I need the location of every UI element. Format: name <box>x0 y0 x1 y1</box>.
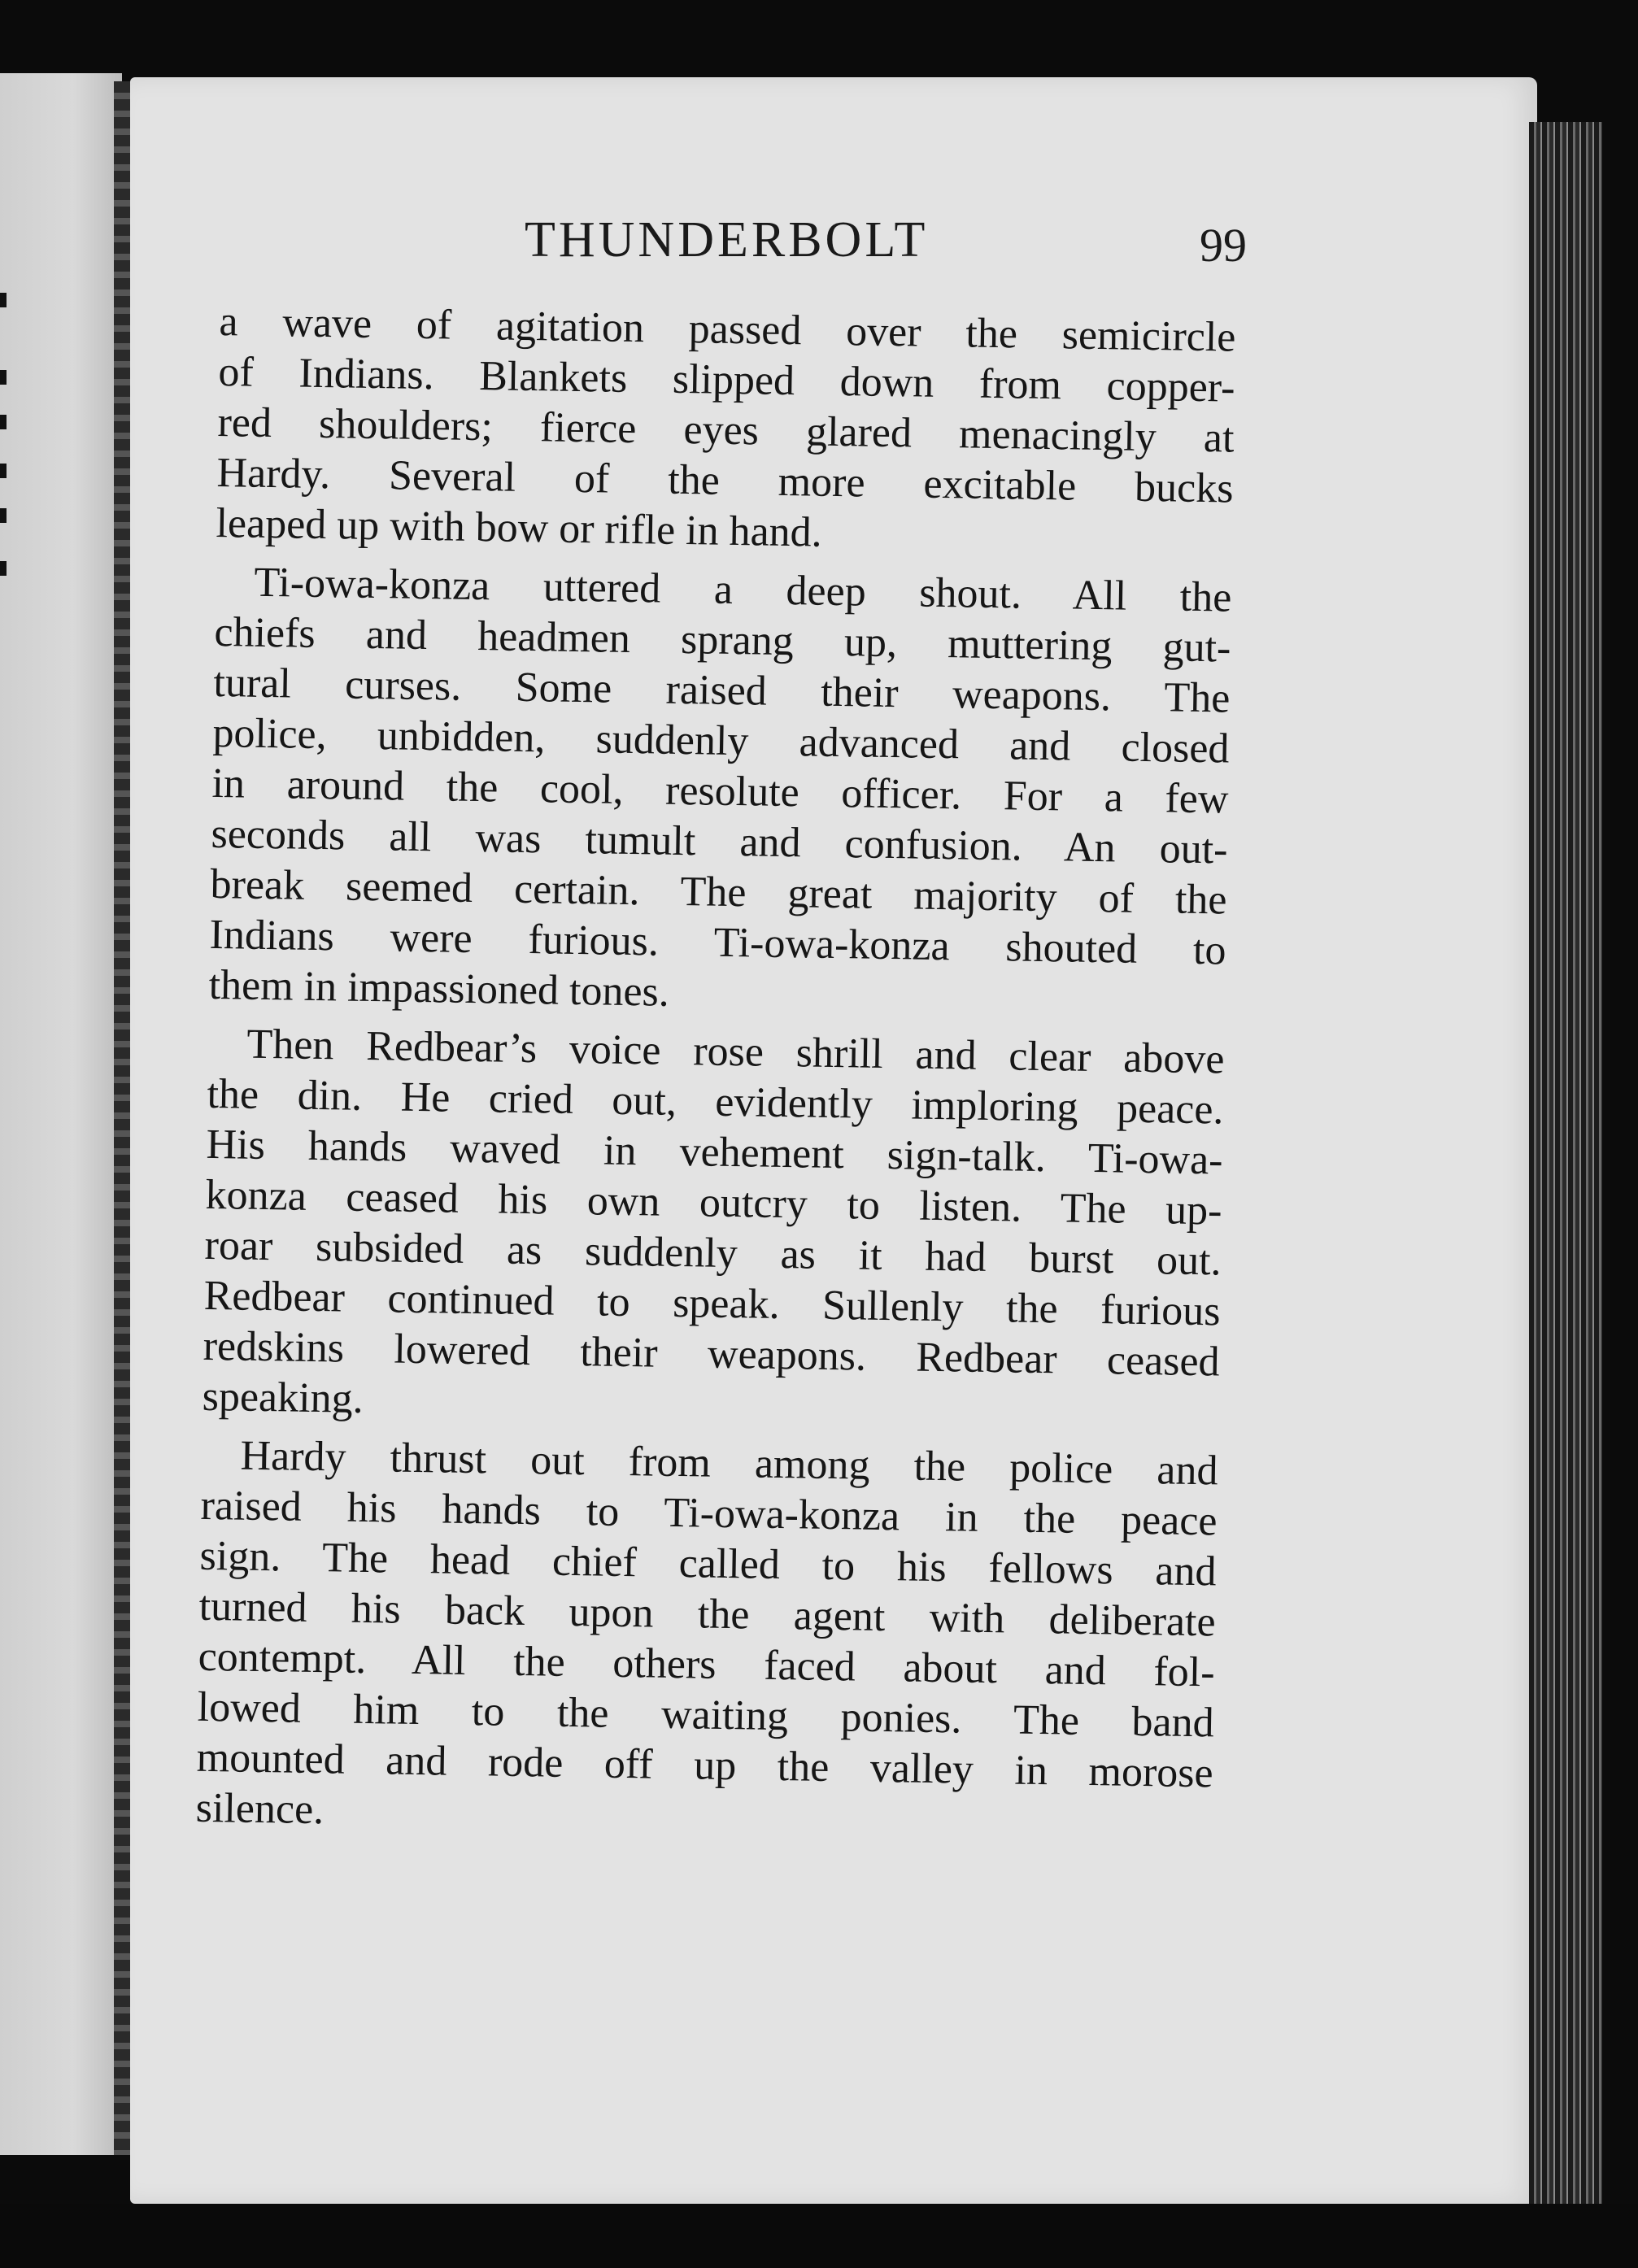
text-line: police, unbidden, suddenly advanced and closed <box>212 709 1230 773</box>
text-line: Then Redbear’s voice rose shrill and clear above <box>246 1021 1225 1083</box>
text-line: in around the cool, resolute officer. For a few <box>211 760 1229 823</box>
facing-page-edge <box>0 73 122 2155</box>
paragraph-4 <box>195 1430 1218 1850</box>
text-line: contempt. All the others faced about and fol- <box>198 1633 1216 1696</box>
text-line: sign. The head chief called to his fellows and <box>199 1532 1217 1595</box>
paragraph-3 <box>202 1019 1225 1439</box>
page-number: 99 <box>1200 219 1247 272</box>
text-line: mounted and rode off up the valley in morose <box>196 1734 1214 1797</box>
text-line: Ti-owa-konza uttered a deep shout. All the <box>254 559 1232 621</box>
text-line: leaped up with bow or rifle in hand. <box>216 499 823 556</box>
facing-page-text-fragments <box>0 293 11 602</box>
text-line: Hardy. Several of the more excitable bucks <box>216 449 1234 512</box>
text-line: turned his back upon the agent with deliberate <box>198 1582 1216 1646</box>
book-page <box>130 77 1537 2204</box>
text-line: lowed him to the waiting ponies. The band <box>197 1683 1215 1747</box>
text-line: His hands waved in vehement sign-talk. Ti-owa- <box>206 1121 1223 1184</box>
text-line: them in impassioned tones. <box>208 961 670 1016</box>
text-line: Redbear continued to speak. Sullenly the furious <box>203 1272 1221 1335</box>
text-line: raised his hands to Ti-owa-konza in the peace <box>200 1482 1218 1545</box>
text-line: the din. He cried out, evidently imploring peace. <box>207 1070 1224 1134</box>
text-line: tural curses. Some raised their weapons. The <box>213 659 1231 722</box>
text-line: a wave of agitation passed over the semicircle <box>219 298 1236 361</box>
text-line: chiefs and headmen sprang up, muttering gut- <box>214 608 1231 672</box>
text-line: Indians were furious. Ti-owa-konza shouted to <box>209 911 1226 974</box>
text-line: break seemed certain. The great majority of the <box>210 860 1227 924</box>
body-text <box>195 297 1236 1849</box>
text-line: seconds all was tumult and confusion. An out- <box>211 810 1228 873</box>
running-head <box>130 211 1537 276</box>
text-line: Hardy thrust out from among the police and <box>240 1432 1218 1495</box>
text-line: red shoulders; fierce eyes glared menacingly at <box>217 398 1235 462</box>
page-block-edge <box>1529 122 1602 2204</box>
running-title: THUNDERBOLT <box>525 212 929 268</box>
text-line: speaking. <box>202 1373 364 1422</box>
paragraph-2 <box>208 557 1232 1027</box>
text-line: silence. <box>195 1784 325 1834</box>
text-line: konza ceased his own outcry to listen. The up- <box>205 1171 1222 1234</box>
text-line: redskins lowered their weapons. Redbear ceased <box>203 1322 1221 1386</box>
text-line: of Indians. Blankets slipped down from copper- <box>218 348 1235 411</box>
paragraph-1 <box>216 297 1236 565</box>
scan-background <box>0 2204 1638 2268</box>
text-line: roar subsided as suddenly as it had burst out. <box>204 1221 1222 1285</box>
